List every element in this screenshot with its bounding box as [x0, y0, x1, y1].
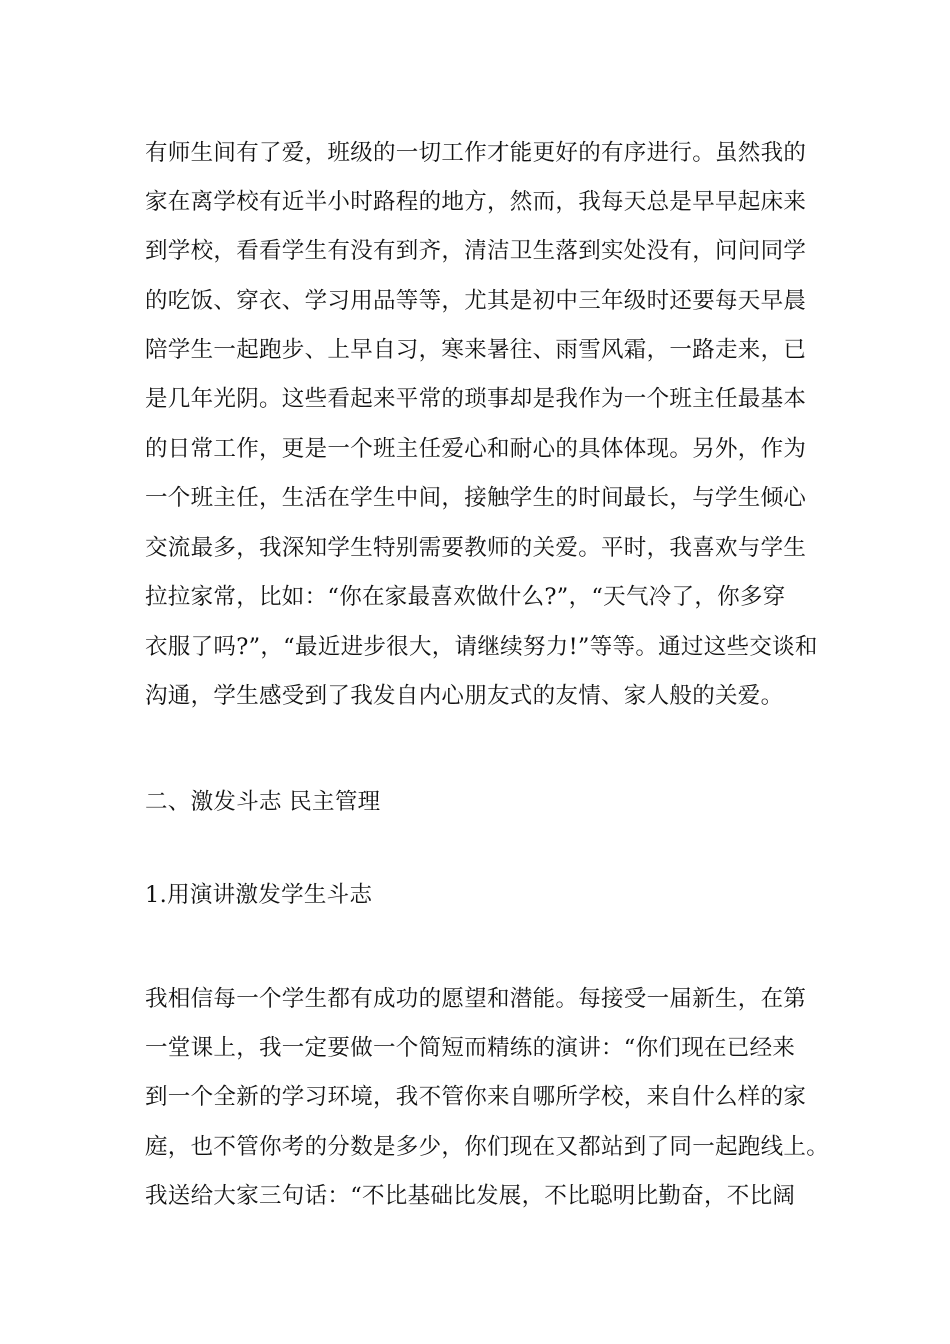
paragraph-line: 衣服了吗?”，“最近进步很大，请继续努力!”等等。通过这些交谈和	[145, 634, 818, 660]
paragraph-line: 是几年光阴。这些看起来平常的琐事却是我作为一个班主任最基本	[145, 386, 807, 412]
paragraph-line: 一个班主任，生活在学生中间，接触学生的时间最长，与学生倾心	[145, 485, 807, 511]
paragraph-line: 陪学生一起跑步、上早自习，寒来暑往、雨雪风霜，一路走来，已	[145, 337, 807, 363]
paragraph-line: 有师生间有了爱，班级的一切工作才能更好的有序进行。虽然我的	[145, 140, 807, 166]
subsection-heading: 1.用演讲激发学生斗志	[145, 882, 373, 908]
paragraph-line: 到学校，看看学生有没有到齐，清洁卫生落到实处没有，问问同学	[145, 238, 807, 264]
paragraph-line: 的日常工作，更是一个班主任爱心和耐心的具体体现。另外，作为	[145, 436, 807, 462]
paragraph-line: 沟通，学生感受到了我发自内心朋友式的友情、家人般的关爱。	[145, 683, 784, 709]
paragraph-line: 交流最多，我深知学生特别需要教师的关爱。平时，我喜欢与学生	[145, 535, 807, 561]
paragraph-line: 的吃饭、穿衣、学习用品等等，尤其是初中三年级时还要每天早晨	[145, 288, 807, 314]
paragraph-line: 拉拉家常，比如：“你在家最喜欢做什么?”，“天气冷了，你多穿	[145, 584, 786, 610]
paragraph-line: 庭，也不管你考的分数是多少，你们现在又都站到了同一起跑线上。	[145, 1134, 830, 1160]
paragraph-line: 我送给大家三句话：“不比基础比发展，不比聪明比勤奋，不比阔	[145, 1183, 796, 1209]
paragraph-line: 到一个全新的学习环境，我不管你来自哪所学校，来自什么样的家	[145, 1084, 807, 1110]
paragraph-line: 一堂课上，我一定要做一个简短而精练的演讲：“你们现在已经来	[145, 1035, 796, 1061]
section-heading: 二、激发斗志 民主管理	[145, 789, 381, 815]
paragraph-line: 家在离学校有近半小时路程的地方，然而，我每天总是早早起床来	[145, 189, 807, 215]
paragraph-line: 我相信每一个学生都有成功的愿望和潜能。每接受一届新生，在第	[145, 986, 807, 1012]
